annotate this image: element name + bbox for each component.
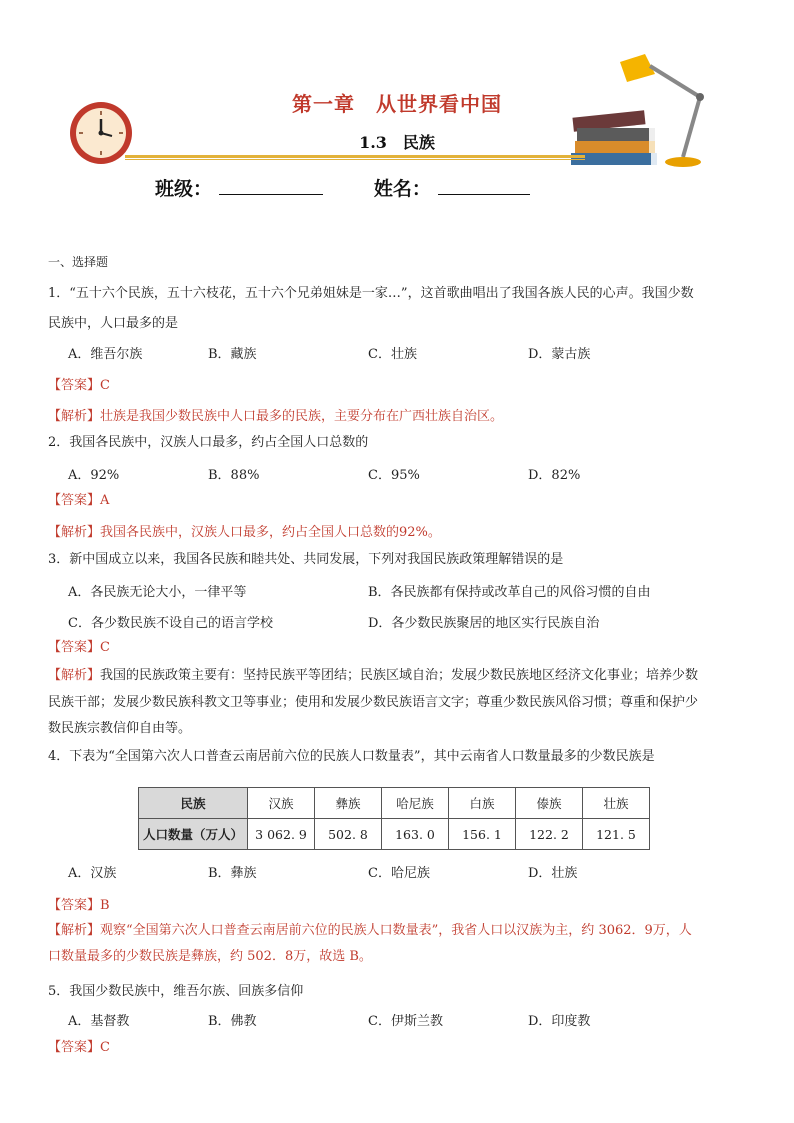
population-table: [138, 787, 650, 850]
question-2-option-c: C．95%: [368, 468, 420, 483]
analysis-tag: 【解析】: [48, 668, 101, 683]
section-heading: 一、选择题: [48, 255, 109, 269]
table-row-header: 人口数量（万人）: [139, 819, 248, 850]
table-column-header: 傣族: [516, 788, 583, 819]
table-row: [139, 788, 650, 819]
question-1-answer: [48, 376, 110, 396]
question-3-analysis-line-2: 民族干部；发展少数民族科教文卫等事业；使用和发展少数民族语言文字；尊重少数民族风俗习惯；尊重和保护少: [48, 695, 699, 710]
question-3-analysis-line-1: [48, 666, 698, 686]
answer-tag: 【答案】: [48, 1040, 101, 1055]
question-5-answer: [48, 1038, 110, 1058]
question-1-option-c: C．壮族: [368, 347, 417, 362]
question-2-option-b: B．88%: [208, 468, 260, 483]
question-4-option-d: D．壮族: [528, 866, 578, 881]
question-2-answer: [48, 491, 109, 511]
question-4-option-a: A．汉族: [68, 866, 117, 881]
class-field[interactable]: [219, 176, 323, 195]
student-info-row: [155, 174, 530, 201]
question-4-option-b: B．彝族: [208, 866, 257, 881]
analysis-tag: 【解析】: [48, 525, 101, 540]
question-2-line-1: 2．我国各民族中，汉族人口最多，约占全国人口总数的: [48, 435, 369, 450]
answer-value: C: [100, 378, 110, 393]
answer-tag: 【答案】: [48, 493, 101, 508]
table-column-header: 白族: [449, 788, 516, 819]
class-label: 班级：: [155, 178, 213, 200]
table-cell: 122. 2: [516, 819, 583, 850]
analysis-tag: 【解析】: [48, 923, 101, 938]
question-2-option-a: A．92%: [68, 468, 120, 483]
name-label: 姓名：: [373, 178, 431, 200]
analysis-tag: 【解析】: [48, 409, 101, 424]
answer-value: C: [100, 1040, 110, 1055]
question-5-option-c: C．伊斯兰教: [368, 1014, 443, 1029]
question-5-option-d: D．印度教: [528, 1014, 591, 1029]
question-4-analysis-line-1: [48, 921, 692, 941]
question-3-line-1: 3．新中国成立以来，我国各民族和睦共处、共同发展，下列对我国民族政策理解错误的是: [48, 552, 564, 567]
question-4-line-1: 4．下表为“全国第六次人口普查云南居前六位的民族人口数量表”，其中云南省人口数量最多的少数民族是: [48, 749, 655, 764]
answer-tag: 【答案】: [48, 898, 101, 913]
answer-tag: 【答案】: [48, 378, 101, 393]
table-cell: 3 062. 9: [248, 819, 315, 850]
table-row-header: 民族: [139, 788, 248, 819]
question-4-answer: [48, 896, 110, 916]
question-3-analysis-line-3: 数民族宗教信仰自由等。: [48, 721, 192, 736]
table-cell: 502. 8: [315, 819, 382, 850]
section-title: 1.3 民族: [359, 133, 435, 152]
question-1-line-2: 民族中，人口最多的是: [48, 316, 179, 331]
answer-value: B: [100, 898, 110, 913]
question-5-line-1: 5．我国少数民族中，维吾尔族、回族多信仰: [48, 984, 304, 999]
question-1-analysis: [48, 407, 503, 427]
answer-value: A: [100, 493, 110, 508]
question-4-analysis-line-2: 口数量最多的少数民族是彝族，约 502．8万，故选 B。: [48, 949, 372, 964]
header-divider: [125, 155, 585, 158]
header-divider-thin: [125, 159, 585, 160]
analysis-text: 观察“全国第六次人口普查云南居前六位的民族人口数量表”，我省人口以汉族为主，约 3062．9万，人: [100, 923, 692, 938]
question-4-option-c: C．哈尼族: [368, 866, 430, 881]
question-3-option-d: D．各少数民族聚居的地区实行民族自治: [368, 616, 600, 631]
table-cell: 163. 0: [382, 819, 449, 850]
question-1-line-1: 1．“五十六个民族，五十六枝花，五十六个兄弟姐妹是一家…”，这首歌曲唱出了我国各族人民的心声。我国少数: [48, 286, 694, 301]
question-1-option-d: D．蒙古族: [528, 347, 591, 362]
table-column-header: 壮族: [583, 788, 650, 819]
question-1-option-a: A．维吾尔族: [68, 347, 143, 362]
chapter-title: 第一章 从世界看中国: [292, 92, 502, 116]
question-3-option-c: C．各少数民族不设自己的语言学校: [68, 616, 273, 631]
analysis-text: 壮族是我国少数民族中人口最多的民族，主要分布在广西壮族自治区。: [100, 409, 504, 424]
table-row: [139, 819, 650, 850]
question-2-option-d: D．82%: [528, 468, 581, 483]
question-5-option-b: B．佛教: [208, 1014, 257, 1029]
table-cell: 121. 5: [583, 819, 650, 850]
question-3-option-b: B．各民族都有保持或改革自己的风俗习惯的自由: [368, 585, 651, 600]
table-column-header: 哈尼族: [382, 788, 449, 819]
answer-value: C: [100, 640, 110, 655]
table-cell: 156. 1: [449, 819, 516, 850]
question-3-answer: [48, 638, 110, 658]
question-5-option-a: A．基督教: [68, 1014, 130, 1029]
answer-tag: 【答案】: [48, 640, 101, 655]
analysis-text: 我国各民族中，汉族人口最多，约占全国人口总数的92%。: [100, 525, 441, 540]
name-field[interactable]: [438, 176, 530, 195]
question-3-option-a: A．各民族无论大小，一律平等: [68, 585, 247, 600]
question-2-analysis: [48, 523, 441, 543]
table-column-header: 汉族: [248, 788, 315, 819]
question-1-option-b: B．藏族: [208, 347, 257, 362]
analysis-text: 我国的民族政策主要有：坚持民族平等团结；民族区域自治；发展少数民族地区经济文化事业；培养少数: [100, 668, 699, 683]
table-column-header: 彝族: [315, 788, 382, 819]
